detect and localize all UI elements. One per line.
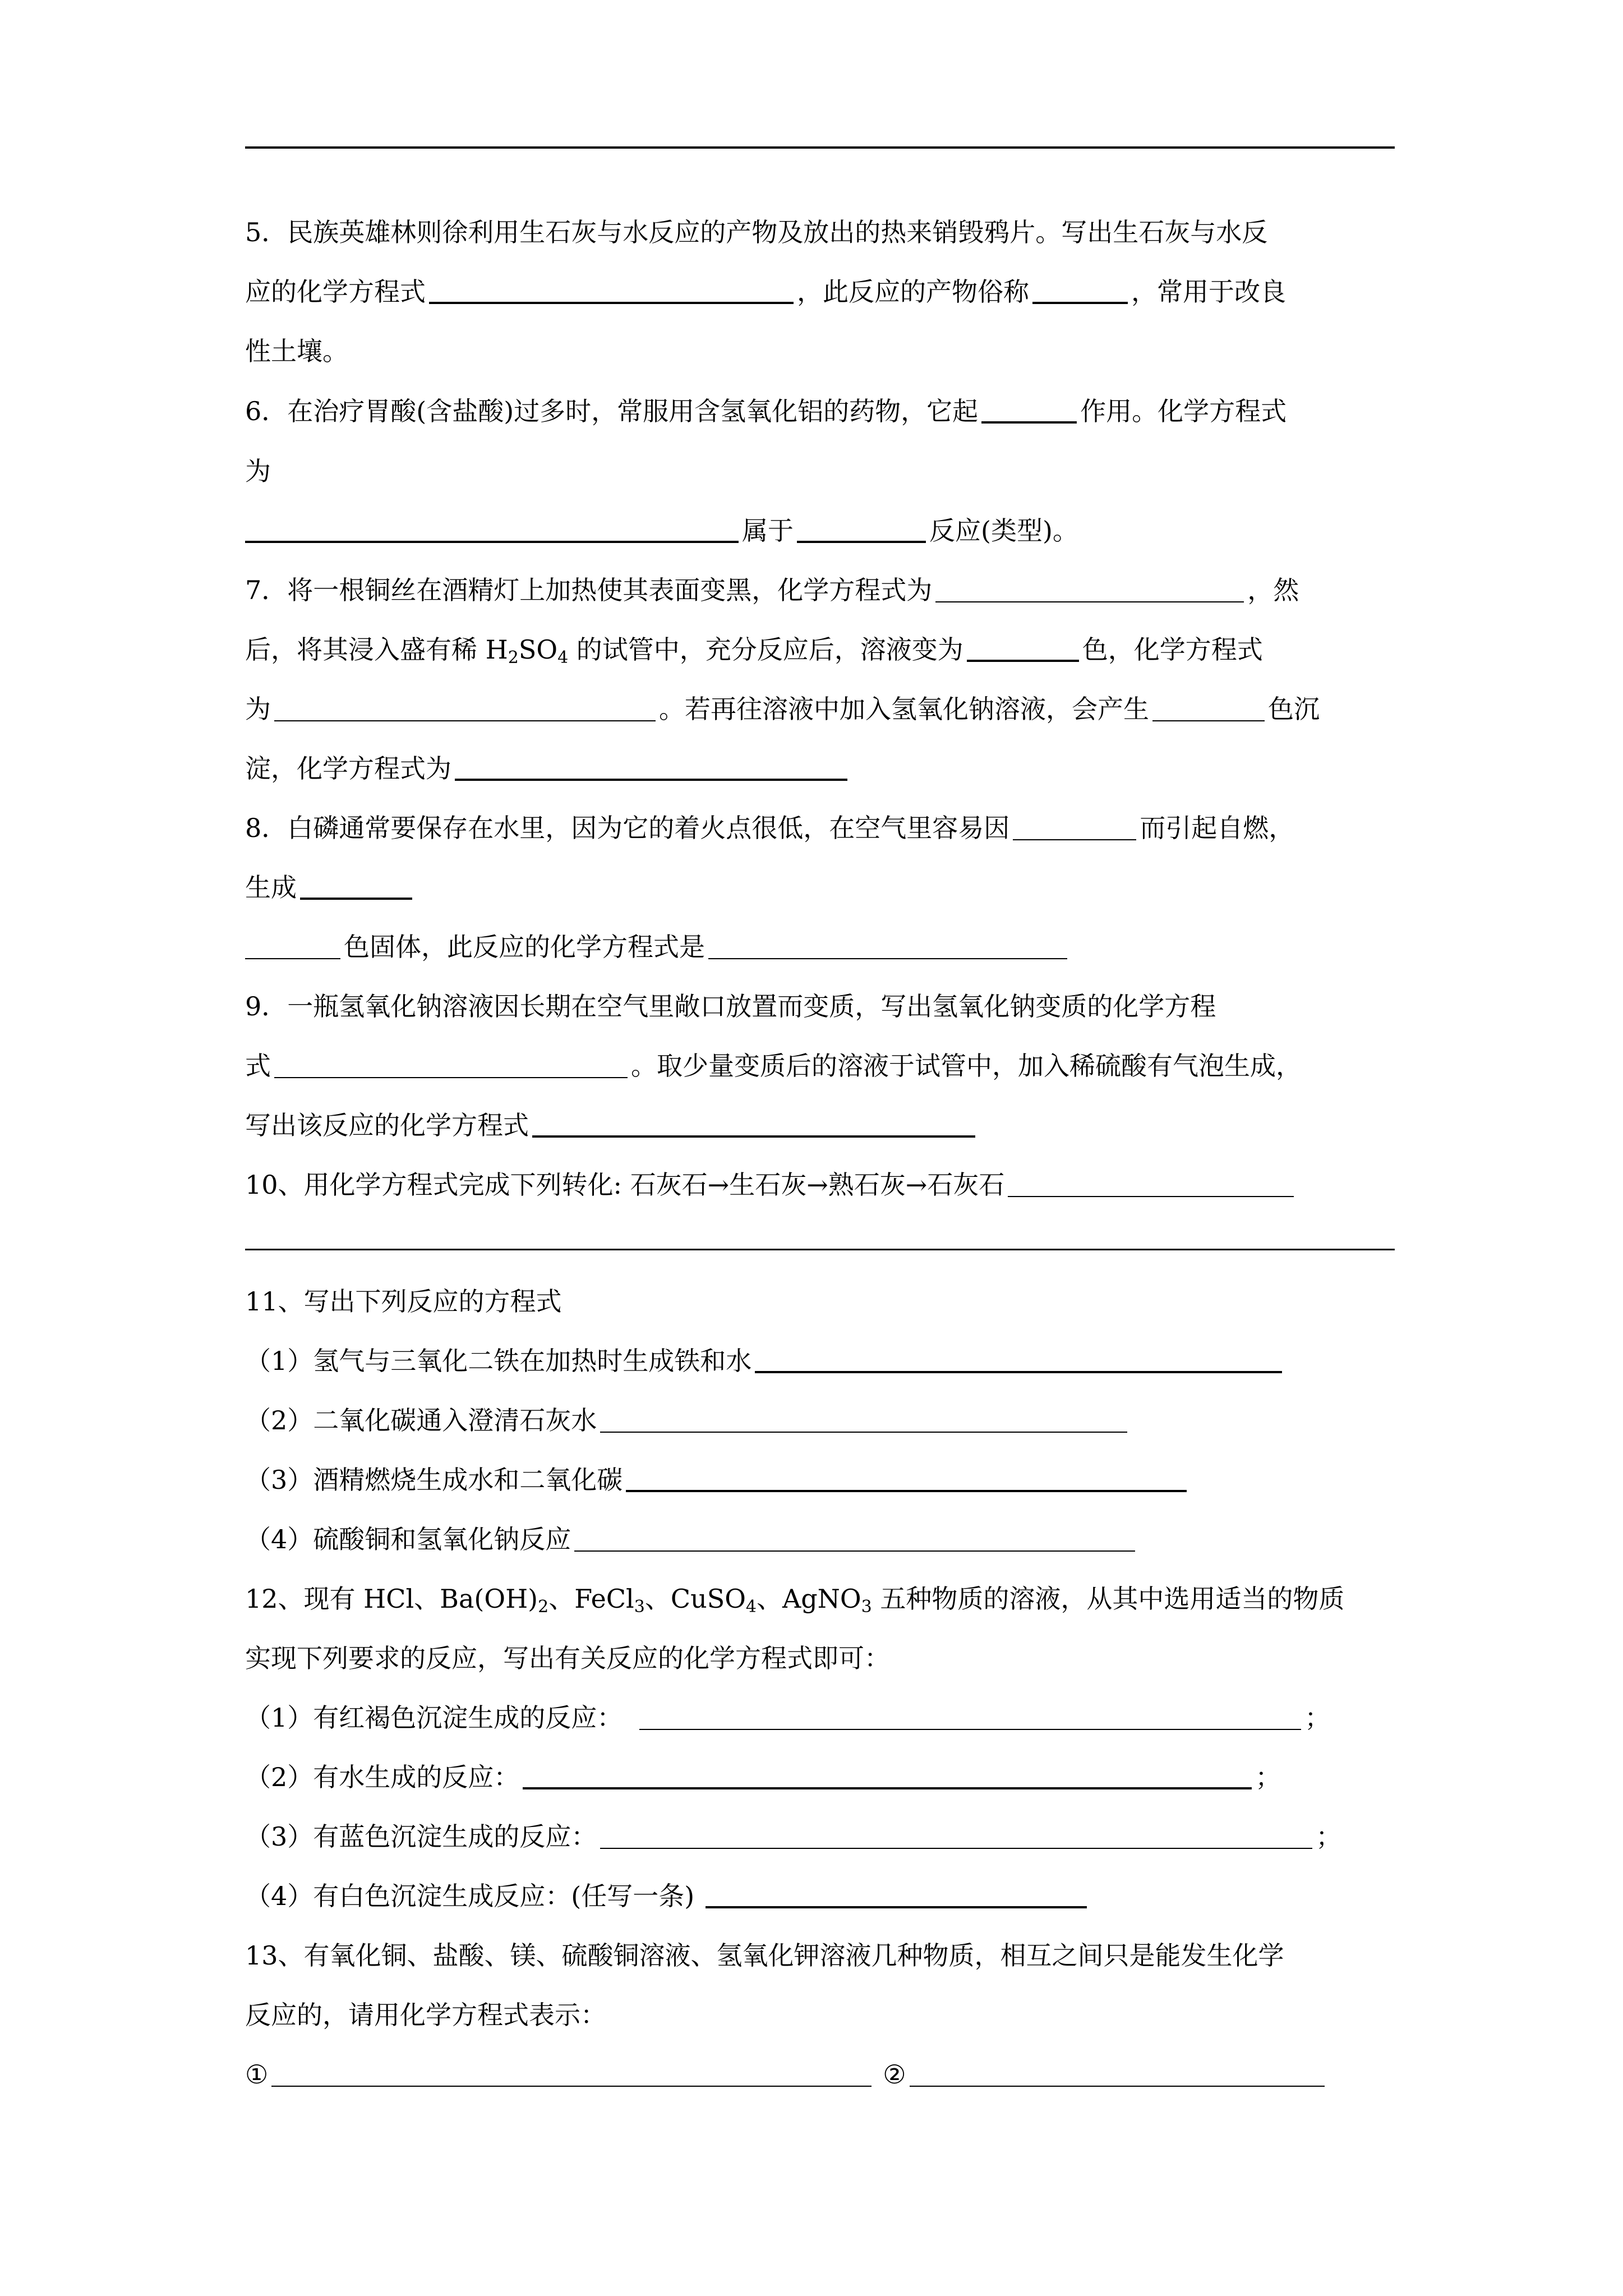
answer-blank[interactable] — [245, 515, 739, 543]
q12-line1: 12、现有 HCl、$Ba(OH)_2$、FeCl$_3$、CuSO$_4$、AgNO$_3$ 五种物质的溶液，从其中选用适当的物质 — [245, 1584, 1345, 1617]
answer-blank[interactable] — [797, 515, 926, 543]
answer-blank[interactable] — [274, 1051, 628, 1078]
answer-blank[interactable] — [455, 753, 847, 781]
q12-item-1: （1）有红褐色沉淀生成的反应： ； — [245, 1703, 1331, 1733]
answer-blank[interactable] — [600, 1822, 1312, 1849]
q7-line3: 为 。若再往溶液中加入氢氧化钠溶液，会产生 色沉 — [245, 694, 1320, 724]
q7-line2: 后，将其浸入盛有稀 $H_2SO_4$ 的试管中，充分反应后，溶液变为 色，化学方程式 — [245, 634, 1263, 668]
q10-line1: 10、用化学方程式完成下列转化: 石灰石→生石灰→熟石灰→石灰石 — [245, 1168, 1297, 1202]
q12-item-3: （3）有蓝色沉淀生成的反应： ； — [245, 1821, 1342, 1852]
answer-blank[interactable] — [755, 1345, 1282, 1373]
header-rule — [245, 146, 1395, 149]
q13-answers — [245, 2058, 1328, 2091]
q12-item-4: （4）有白色沉淀生成反应：(任写一条) — [245, 1879, 1090, 1913]
answer-blank[interactable] — [1032, 276, 1128, 304]
answer-blank[interactable] — [1013, 813, 1136, 840]
q8-line3: 色固体，此反应的化学方程式是 — [245, 930, 1071, 964]
q11-item-3: （3）酒精燃烧生成水和二氧化碳 — [245, 1463, 1190, 1497]
answer-blank[interactable] — [626, 1464, 1187, 1492]
q5-line3: 性土壤。 — [245, 336, 348, 366]
answer-blank[interactable] — [523, 1761, 1252, 1789]
answer-blank[interactable] — [532, 1110, 975, 1138]
q12-item-2: （2）有水生成的反应： ； — [245, 1762, 1281, 1792]
q11-item-2: （2）二氧化碳通入澄清石灰水 — [245, 1404, 1131, 1437]
q7-line4: 淀，化学方程式为 — [245, 752, 851, 785]
answer-blank[interactable] — [271, 2060, 872, 2087]
answer-blank[interactable] — [245, 932, 340, 959]
q11-title: 11、写出下列反应的方程式 — [245, 1286, 562, 1317]
q6-line1: 6．在治疗胃酸(含盐酸)过多时，常服用含氢氧化铝的药物，它起 作用。化学方程式 — [245, 396, 1287, 426]
answer-blank[interactable] — [429, 276, 794, 304]
q9-line3: 写出该反应的化学方程式 — [245, 1108, 979, 1142]
q13-line2: 反应的，请用化学方程式表示： — [245, 2000, 606, 2030]
answer-blank[interactable] — [300, 872, 412, 900]
answer-blank[interactable] — [639, 1703, 1301, 1730]
q8-line1: 8．白磷通常要保存在水里，因为它的着火点很低，在空气里容易因 而引起自燃， — [245, 813, 1295, 843]
answer-blank[interactable] — [1008, 1170, 1294, 1197]
circled-number-2: ② — [883, 2059, 906, 2090]
answer-blank[interactable] — [600, 1406, 1127, 1433]
q5-line2: 应的化学方程式 ，此反应的产物俗称 ，常用于改良 — [245, 277, 1286, 307]
q9-line2: 式 。取少量变质后的溶液于试管中，加入稀硫酸有气泡生成， — [245, 1051, 1302, 1081]
answer-blank[interactable] — [706, 1880, 1087, 1908]
answer-blank[interactable] — [708, 932, 1067, 959]
q12-line2: 实现下列要求的反应，写出有关反应的化学方程式即可： — [245, 1643, 890, 1673]
q6-line2: 为 — [245, 456, 271, 486]
q5-line1: 5．民族英雄林则徐利用生石灰与水反应的产物及放出的热来销毁鸦片。写出生石灰与水反 — [245, 217, 1268, 247]
answer-blank[interactable] — [935, 576, 1244, 602]
answer-blank[interactable] — [967, 634, 1079, 662]
q11-item-4: （4）硫酸铜和氢氧化钠反应 — [245, 1522, 1138, 1556]
q9-line1: 9．一瓶氢氧化钠溶液因长期在空气里敞口放置而变质，写出氢氧化钠变质的化学方程 — [245, 991, 1216, 1022]
circled-number-1: ① — [245, 2059, 269, 2090]
answer-blank[interactable] — [274, 694, 656, 721]
answer-blank[interactable] — [1152, 694, 1265, 721]
answer-line[interactable] — [245, 1249, 1395, 1250]
q7-line1: 7．将一根铜丝在酒精灯上加热使其表面变黑，化学方程式为 ，然 — [245, 575, 1299, 605]
q13-line1: 13、有氧化铜、盐酸、镁、硫酸铜溶液、氢氧化钾溶液几种物质，相互之间只是能发生化学 — [245, 1940, 1284, 1971]
q8-line2: 生成 — [245, 871, 416, 904]
q11-item-1: （1）氢气与三氧化二铁在加热时生成铁和水 — [245, 1344, 1285, 1378]
q6-line3: 属于 反应(类型)。 — [245, 514, 1078, 547]
answer-blank[interactable] — [574, 1525, 1135, 1552]
answer-blank[interactable] — [910, 2060, 1325, 2087]
answer-blank[interactable] — [981, 395, 1077, 424]
